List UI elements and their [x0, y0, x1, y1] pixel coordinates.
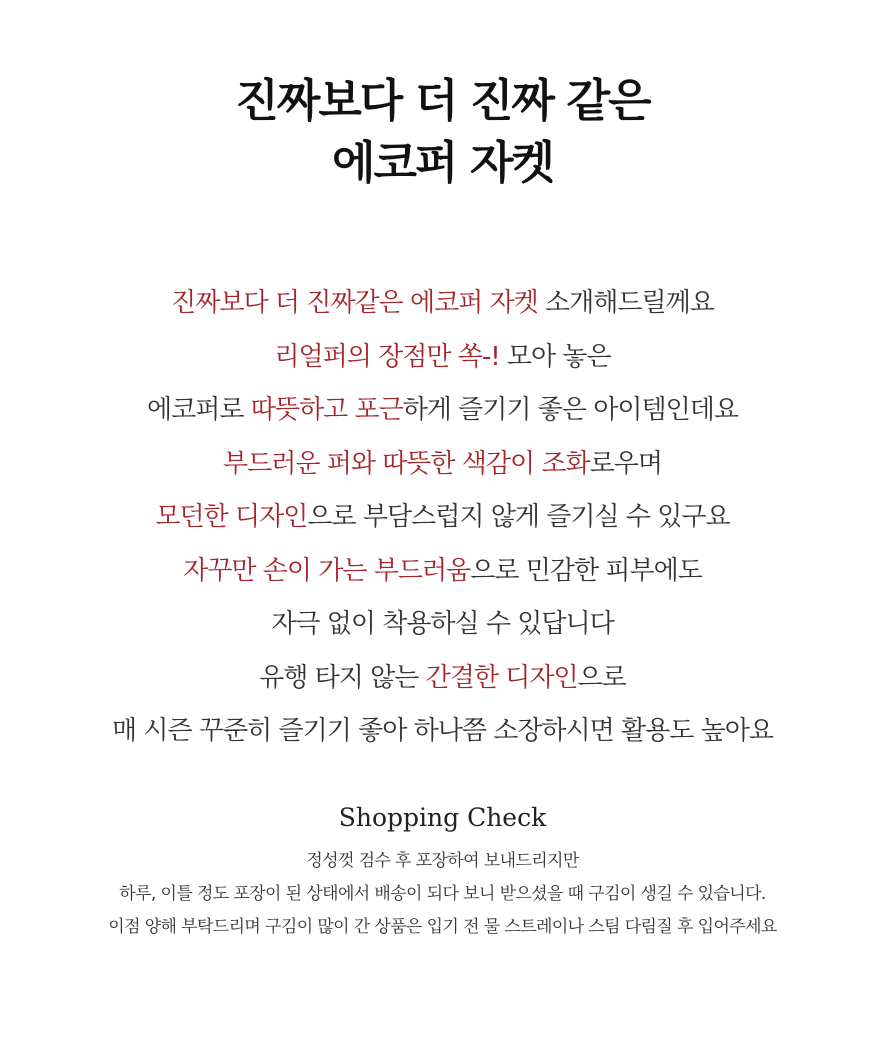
shopping-check-line: 이점 양해 부탁드리며 구김이 많이 간 상품은 입기 전 물 스트레이나 스팀 다림질 후 입어주세요	[108, 917, 777, 937]
plain-text: 로우며	[589, 448, 663, 479]
highlight-text: 부드러운 퍼와 따뜻한 색감이 조화	[222, 448, 590, 479]
intro-line	[0, 331, 885, 385]
highlight-text: 리얼퍼의 장점만 쏙-!	[274, 341, 500, 372]
shopping-check-title: Shopping Check	[338, 803, 547, 832]
intro-line	[0, 491, 885, 545]
plain-text: 에코퍼로	[146, 395, 251, 425]
intro-line	[0, 652, 885, 706]
plain-text: 유행 타지 않는	[259, 662, 426, 693]
shopping-check-notes	[0, 845, 885, 944]
plain-text: 자극 없이 착용하실 수 있답니다	[271, 609, 614, 639]
intro-line	[0, 545, 885, 599]
plain-text: 으로 민감한 피부에도	[470, 555, 702, 586]
title-line-1: 진짜보다 더 진짜 같은	[235, 74, 650, 127]
plain-text: 으로	[577, 662, 626, 693]
plain-text: 소개해드릴께요	[537, 288, 714, 318]
intro-line	[0, 705, 885, 759]
intro-line	[0, 438, 885, 492]
title-line-2: 에코퍼 자켓	[331, 136, 554, 189]
highlight-text: 모던한 디자인	[155, 502, 308, 532]
highlight-text: 간결한 디자인	[425, 662, 578, 693]
intro-line	[0, 277, 885, 331]
page-title	[0, 70, 885, 194]
highlight-text: 따뜻하고 포근	[250, 395, 403, 425]
plain-text: 모아 놓은	[499, 341, 611, 372]
highlight-text: 진짜보다 더 진짜같은 에코퍼 자켓	[171, 288, 538, 318]
plain-text: 매 시즌 꾸준히 즐기기 좋아 하나쯤 소장하시면 활용도 높아요	[111, 716, 774, 746]
intro-line	[0, 598, 885, 652]
shopping-check-line: 정성껏 검수 후 포장하여 보내드리지만	[306, 851, 579, 871]
shopping-check-line: 하루, 이틀 정도 포장이 된 상태에서 배송이 되다 보니 받으셨을 때 구김이 생길 수 있습니다.	[119, 884, 766, 904]
highlight-text: 자꾸만 손이 가는 부드러움	[183, 555, 471, 586]
plain-text: 으로 부담스럽지 않게 즐기실 수 있구요	[307, 502, 730, 532]
plain-text: 하게 즐기기 좋은 아이템인데요	[402, 395, 738, 425]
intro-line	[0, 384, 885, 438]
intro-text	[0, 277, 885, 759]
